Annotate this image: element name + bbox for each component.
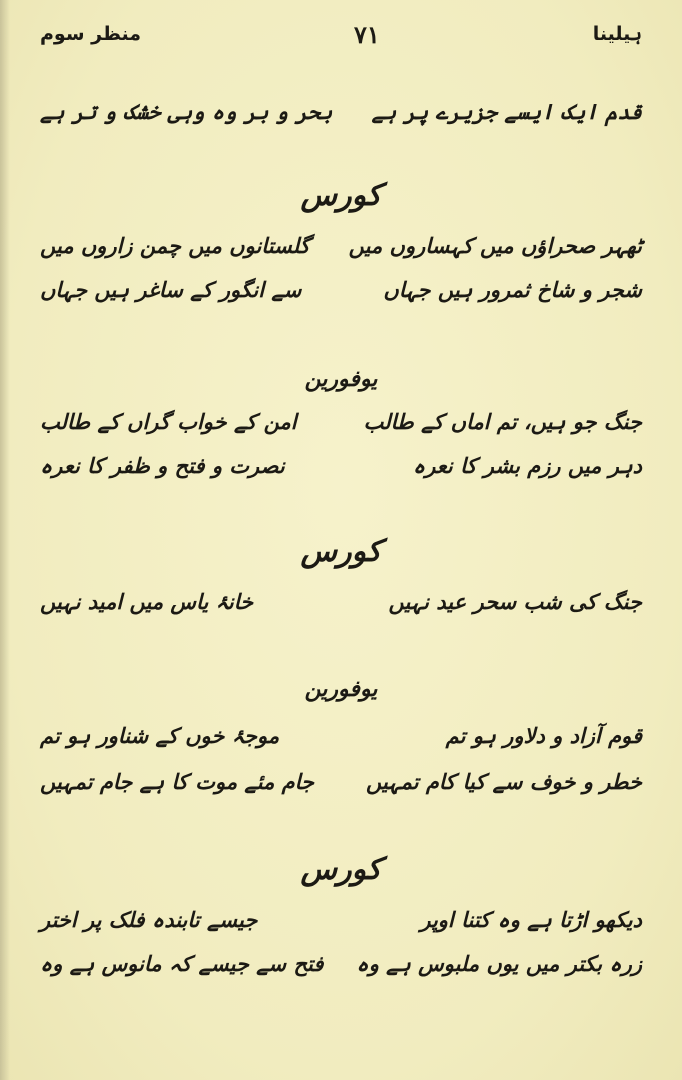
verse-line [40, 952, 642, 976]
verse-left: فتح سے جیسے کہ مانوس ہے وہ [40, 952, 324, 976]
verse-left: موجۂ خوں کے شناور ہو تم [40, 724, 280, 748]
verse-left: نصرت و فتح و ظفر کا نعرہ [40, 454, 285, 478]
verse-left: جیسے تابندہ فلک پر اختر [40, 908, 258, 932]
section-heading-euphorion: یوفورین [304, 366, 378, 392]
verse-right: ٹھہر صحراؤں میں کہساروں میں [348, 234, 642, 258]
verse-left: بحر و بر وہ وہی خشک و تر ہے [40, 100, 333, 124]
verse-left: سے انگور کے ساغر ہیں جہاں [40, 278, 302, 302]
section-heading-chorus: کورس [300, 178, 382, 213]
intro-verse [40, 100, 642, 124]
verse-right: جنگ جو ہیں، تم اماں کے طالب [363, 410, 642, 434]
verse-line [40, 454, 642, 478]
page-header [40, 14, 642, 54]
verse-right: قوم آزاد و دلاور ہو تم [445, 724, 642, 748]
verse-left: جام مئے موت کا ہے جام تمہیں [40, 770, 315, 794]
verse-right: زرہ بکتر میں یوں ملبوس ہے وہ [356, 952, 642, 976]
verse-right: شجر و شاخ ثمرور ہیں جہاں [383, 278, 642, 302]
section-heading-chorus: کورس [300, 852, 382, 887]
verse-line [40, 234, 642, 258]
verse-right: قدم ایک ایسے جزیرے پر ہے [371, 100, 642, 124]
verse-line [40, 410, 642, 434]
verse-line [40, 278, 642, 302]
verse-line [40, 770, 642, 794]
book-title: ہیلینا [592, 23, 642, 45]
section-heading-chorus: کورس [300, 534, 382, 569]
section-heading-euphorion: یوفورین [304, 676, 378, 702]
page-number: ۷۱ [353, 19, 380, 49]
verse-right: دہر میں رزم بشر کا نعرہ [412, 454, 642, 478]
verse-left: خانۂ یاس میں امید نہیں [40, 590, 254, 614]
scene-label: منظر سوم [40, 23, 141, 45]
verse-right: دیکھو اڑتا ہے وہ کتنا اوپر [420, 908, 642, 932]
verse-right: خطر و خوف سے کیا کام تمہیں [365, 770, 642, 794]
verse-line [40, 590, 642, 614]
verse-left: گلستانوں میں چمن زاروں میں [40, 234, 310, 258]
verse-right: جنگ کی شب سحر عید نہیں [388, 590, 642, 614]
verse-line [40, 908, 642, 932]
verse-line [40, 724, 642, 748]
verse-left: امن کے خواب گراں کے طالب [40, 410, 297, 434]
